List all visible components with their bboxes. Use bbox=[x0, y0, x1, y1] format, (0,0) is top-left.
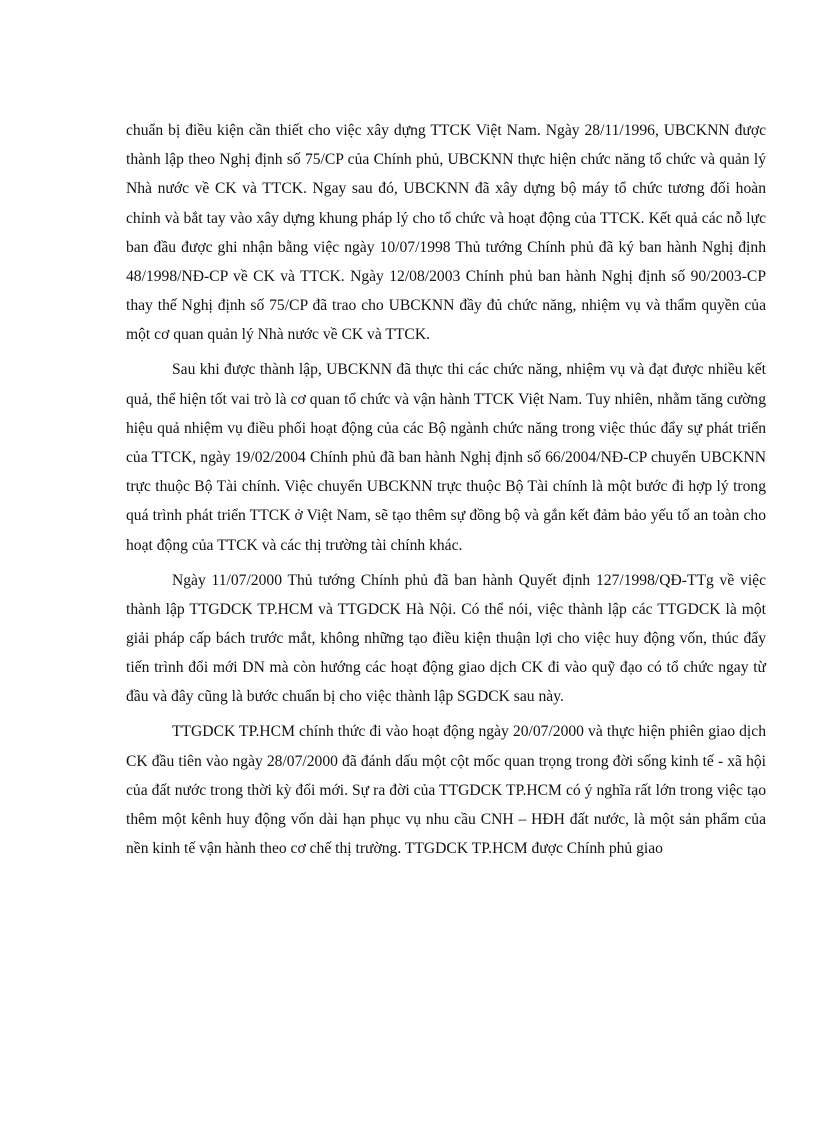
paragraph-ttgdck-establishment: Ngày 11/07/2000 Thủ tướng Chính phủ đã ban hành Quyết định 127/1998/QĐ-TTg về việc thành lập TTGDCK TP.HCM và TTGDCK Hà Nội. Có thể nói, việc thành lập các TTGDCK là một giải pháp cấp bách trước mắt, không những tạo điều kiện thuận lợi cho việc huy động vốn, thúc đẩy tiến trình đổi mới DN mà còn hướng các hoạt động giao dịch CK đi vào quỹ đạo có tổ chức ngay từ đầu và đây cũng là bước chuẩn bị cho việc thành lập SGDCK sau này. bbox=[126, 571, 766, 706]
paragraph-ttgdck-hcm-operation: TTGDCK TP.HCM chính thức đi vào hoạt động ngày 20/07/2000 và thực hiện phiên giao dịch CK đầu tiên vào ngày 28/07/2000 đã đánh dấu một cột mốc quan trọng trong đời sống kinh tế - xã hội của đất nước trong thời kỳ đổi mới. Sự ra đời của TTGDCK TP.HCM có ý nghĩa rất lớn trong việc tạo thêm một kênh huy động vốn dài hạn phục vụ nhu cầu CNH – HĐH đất nước, là một sản phẩm của nền kinh tế vận hành theo cơ chế thị trường. TTGDCK TP.HCM được Chính phủ giao bbox=[126, 723, 766, 858]
paragraph-ubcknn-bo-tai-chinh: Sau khi được thành lập, UBCKNN đã thực thi các chức năng, nhiệm vụ và đạt được nhiều kết quả, thể hiện tốt vai trò là cơ quan tổ chức và vận hành TTCK Việt Nam. Tuy nhiên, nhằm tăng cường hiệu quả nhiệm vụ điều phối hoạt động của các Bộ ngành chức năng trong việc thúc đẩy sự phát triển của TTCK, ngày 19/02/2004 Chính phủ đã ban hành Nghị định số 66/2004/NĐ-CP chuyển UBCKNN trực thuộc Bộ Tài chính. Việc chuyển UBCKNN trực thuộc Bộ Tài chính là một bước đi hợp lý trong quá trình phát triển TTCK ở Việt Nam, sẽ tạo thêm sự đồng bộ và gắn kết đảm bảo yếu tố an toàn cho hoạt động của TTCK và các thị trường tài chính khác. bbox=[126, 361, 766, 554]
paragraph-continued: chuẩn bị điều kiện cần thiết cho việc xây dựng TTCK Việt Nam. Ngày 28/11/1996, UBCKNN được thành lập theo Nghị định số 75/CP của Chính phủ, UBCKNN thực hiện chức năng tổ chức và quản lý Nhà nước về CK và TTCK. Ngay sau đó, UBCKNN đã xây dựng bộ máy tổ chức tương đối hoàn chỉnh và bắt tay vào xây dựng khung pháp lý cho tổ chức và hoạt động của TTCK. Kết quả các nỗ lực ban đầu được ghi nhận bằng việc ngày 10/07/1998 Thủ tướng Chính phủ đã ký ban hành Nghị định 48/1998/NĐ-CP về CK và TTCK. Ngày 12/08/2003 Chính phủ ban hành Nghị định số 90/2003-CP thay thế Nghị định số 75/CP đã trao cho UBCKNN đầy đủ chức năng, nhiệm vụ và thẩm quyền của một cơ quan quản lý Nhà nước về CK và TTCK. bbox=[126, 122, 766, 344]
document-page bbox=[126, 116, 766, 869]
